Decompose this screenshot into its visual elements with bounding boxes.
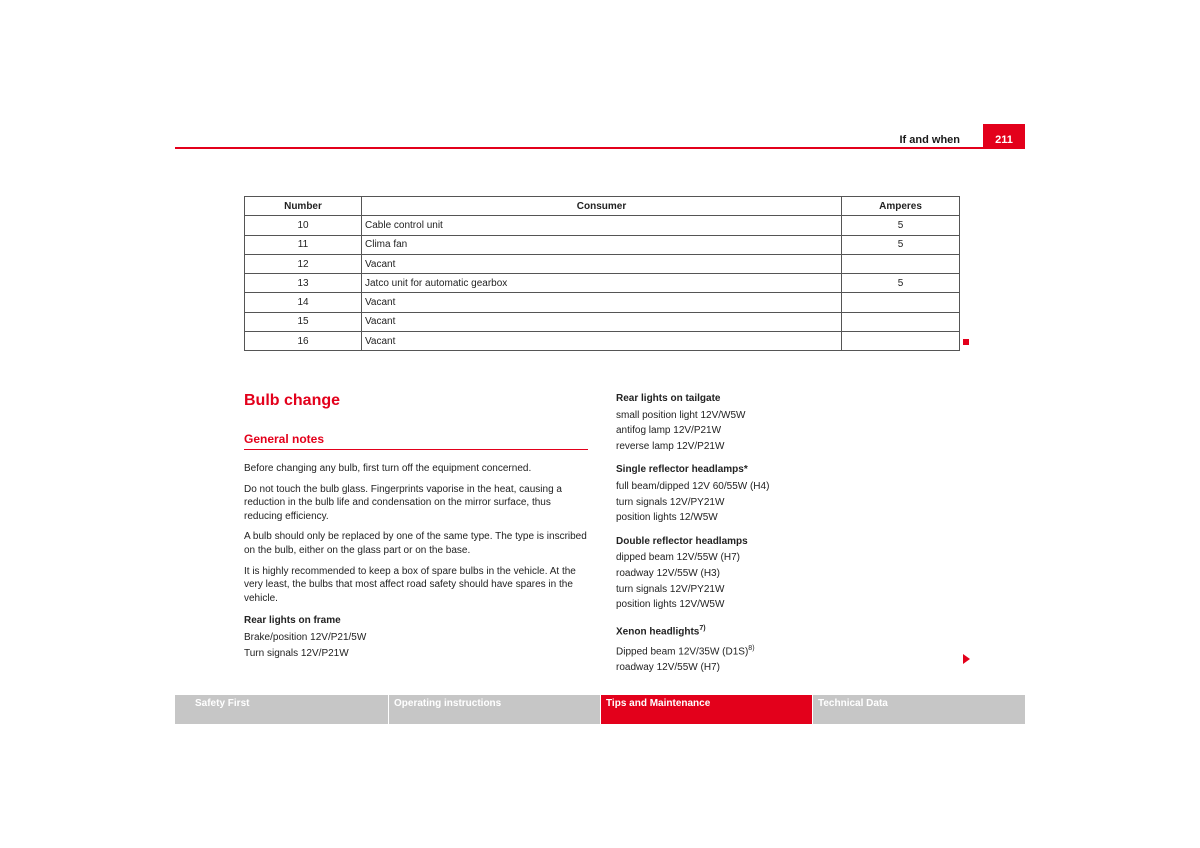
xenon-heading-text: Xenon headlights: [616, 626, 700, 638]
paragraph: Do not touch the bulb glass. Fingerprints vaporise in the heat, causing a reduction in the bulb life and condensation on the mirror surface, thus reducing efficiency.: [244, 483, 562, 522]
list-item: roadway 12V/55W (H7): [616, 661, 720, 673]
list-heading: Rear lights on frame: [244, 615, 341, 627]
fuse-consumer: Clima fan: [362, 235, 842, 254]
fuse-number: 12: [245, 254, 362, 273]
fuse-consumer: Vacant: [362, 254, 842, 273]
list-heading: Double reflector headlamps: [616, 535, 748, 547]
footnote-ref[interactable]: 8): [748, 644, 755, 652]
tab-safety-first[interactable]: Safety First: [175, 695, 388, 724]
table-header-row: [245, 197, 960, 216]
fuse-consumer: Vacant: [362, 312, 842, 331]
tab-operating-instructions[interactable]: Operating instructions: [389, 695, 600, 724]
column-header-consumer: Consumer: [362, 197, 842, 216]
footer-nav: [175, 695, 1025, 724]
table-row: [245, 254, 960, 273]
right-column: [616, 392, 960, 675]
list-item: [616, 641, 960, 660]
fuse-number: 10: [245, 216, 362, 235]
footnote-ref[interactable]: 7): [699, 624, 706, 632]
fuse-consumer: Vacant: [362, 293, 842, 312]
fuse-number: 13: [245, 274, 362, 293]
tab-technical-data[interactable]: Technical Data: [813, 695, 1025, 724]
main-heading: Bulb change: [244, 392, 341, 409]
list-item: roadway 12V/55W (H3): [616, 567, 720, 579]
fuse-amperes: [842, 312, 960, 331]
sub-heading: General notes: [244, 430, 588, 450]
list-item: position lights 12V/W5W: [616, 599, 725, 611]
table-row: [245, 274, 960, 293]
table-row: [245, 312, 960, 331]
list-item: full beam/dipped 12V 60/55W (H4): [616, 480, 770, 492]
fuse-amperes: 5: [842, 235, 960, 254]
fuse-consumer: Jatco unit for automatic gearbox: [362, 274, 842, 293]
list-item: turn signals 12V/PY21W: [616, 583, 725, 595]
left-column: [244, 388, 588, 661]
fuse-number: 15: [245, 312, 362, 331]
list-heading: Single reflector headlamps*: [616, 464, 748, 476]
fuse-amperes: 5: [842, 274, 960, 293]
paragraph: A bulb should only be replaced by one of the same type. The type is inscribed on the bulb, either on the glass part or on the base.: [244, 531, 587, 556]
table-row: [245, 293, 960, 312]
header-rule: [175, 147, 1025, 149]
tab-tips-and-maintenance[interactable]: Tips and Maintenance: [601, 695, 812, 724]
column-header-number: Number: [245, 197, 362, 216]
fuse-number: 14: [245, 293, 362, 312]
table-row: [245, 216, 960, 235]
fuse-amperes: [842, 254, 960, 273]
list-item-text: Dipped beam 12V/35W (D1S): [616, 645, 749, 657]
fuse-consumer: Vacant: [362, 332, 842, 351]
page-number: 211: [983, 124, 1025, 149]
fuse-amperes: 5: [842, 216, 960, 235]
table-row: [245, 235, 960, 254]
fuse-amperes: [842, 332, 960, 351]
section-end-square-icon: [963, 339, 969, 345]
continue-arrow-icon: [963, 654, 970, 664]
list-item: small position light 12V/W5W: [616, 409, 746, 421]
list-item: position lights 12/W5W: [616, 512, 718, 524]
column-header-amperes: Amperes: [842, 197, 960, 216]
fuse-number: 16: [245, 332, 362, 351]
fuse-amperes: [842, 293, 960, 312]
list-heading: Rear lights on tailgate: [616, 393, 721, 404]
paragraph: It is highly recommended to keep a box of spare bulbs in the vehicle. At the very least, the bulbs that most affect road safety should have spares in the vehicle.: [244, 565, 576, 604]
list-item: turn signals 12V/PY21W: [616, 496, 725, 508]
list-item: reverse lamp 12V/P21W: [616, 440, 725, 452]
list-item: antifog lamp 12V/P21W: [616, 425, 722, 437]
fuse-consumer: Cable control unit: [362, 216, 842, 235]
paragraph: Before changing any bulb, first turn off the equipment concerned.: [244, 463, 532, 474]
fuse-number: 11: [245, 235, 362, 254]
fuse-table: [244, 196, 960, 351]
list-item: Brake/position 12V/P21/5W: [244, 631, 367, 643]
list-item: Turn signals 12V/P21W: [244, 647, 349, 659]
running-header-title: If and when: [899, 134, 960, 146]
table-row: [245, 332, 960, 351]
list-item: dipped beam 12V/55W (H7): [616, 552, 740, 564]
list-heading-xenon: [616, 622, 960, 639]
